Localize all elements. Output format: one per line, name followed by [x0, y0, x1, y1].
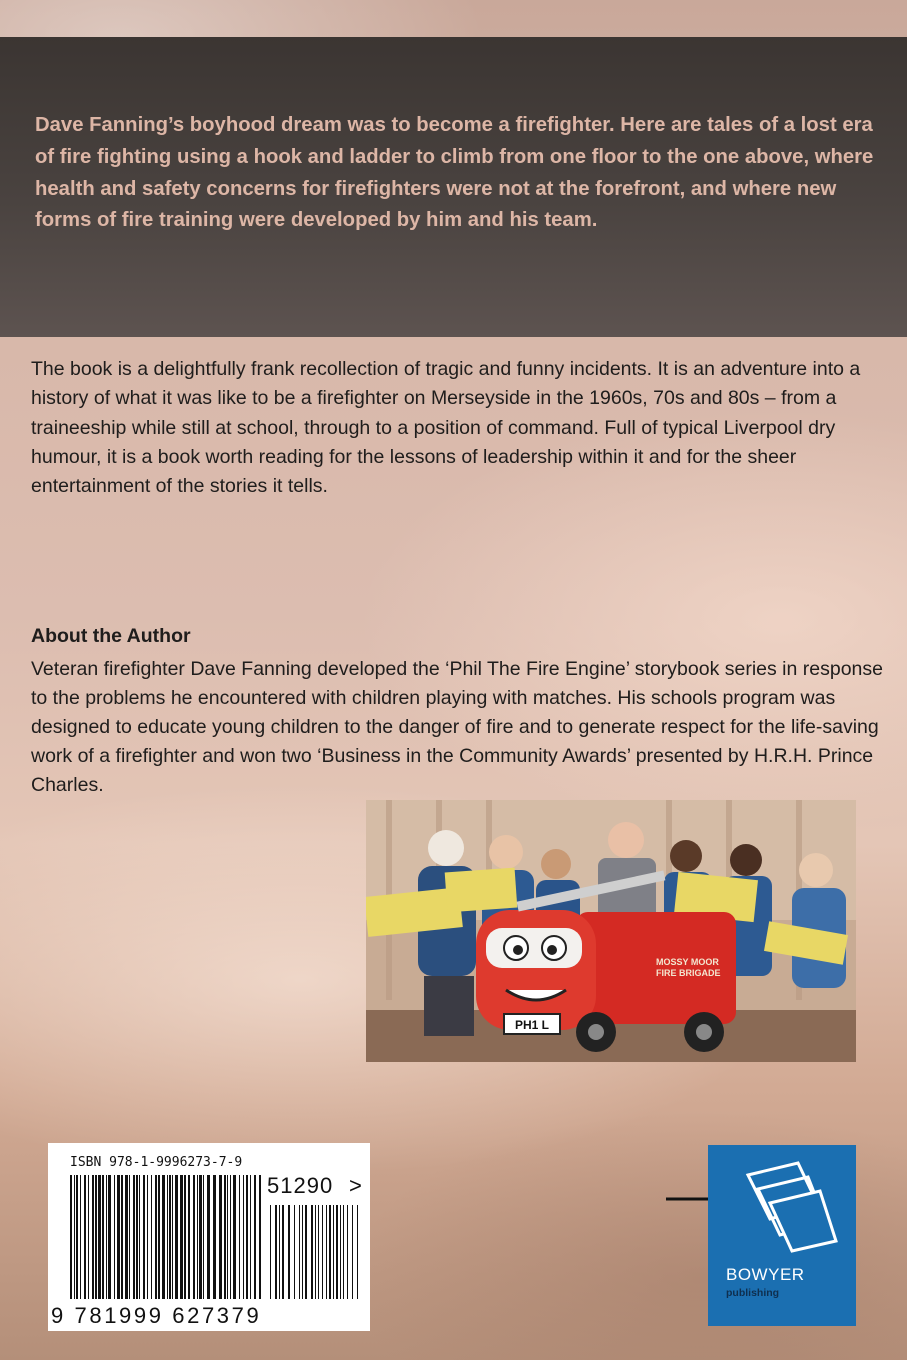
- barcode-bar: [106, 1175, 107, 1299]
- book-description: The book is a delightfully frank recollection of tragic and funny incidents. It is an adventure into a history of what it was like to be a firefighter on Merseyside in the 1960s, 70s and 80s – from a traineeship while still at school, through to a position of command. Full of typical Liverpool dry humour, it is a book worth reading for the lessons of leadership within it and for the sheer entertainment of the stories it tells.: [31, 358, 861, 498]
- barcode-bar: [180, 1175, 183, 1299]
- price-barcode-bar: [318, 1205, 319, 1299]
- barcode-bar: [147, 1175, 148, 1299]
- price-barcode-bar: [333, 1205, 334, 1299]
- engine-side-text-1: MOSSY MOOR: [656, 957, 719, 967]
- price-barcode-bar: [299, 1205, 300, 1299]
- barcode-bar: [199, 1175, 202, 1299]
- blurb-text: Dave Fanning’s boyhood dream was to become a firefighter. Here are tales of a lost era of fire fighting using a hook and ladder to climb from one floor to the one above, where health and safety concerns for firefighters were not at the forefront, and where new forms of fire training were developed by him and his team.: [35, 114, 874, 232]
- barcode-bar: [250, 1175, 251, 1299]
- barcode-bar: [155, 1175, 157, 1299]
- barcode-bar: [169, 1175, 171, 1299]
- barcode-bar: [114, 1175, 115, 1299]
- price-barcode-bar: [343, 1205, 344, 1299]
- price-chevron: >: [349, 1173, 362, 1198]
- barcode-bar: [213, 1175, 216, 1299]
- barcode-bar: [95, 1175, 97, 1299]
- price-barcode-bar: [302, 1205, 303, 1299]
- barcode-bar: [158, 1175, 160, 1299]
- barcode-bar: [184, 1175, 186, 1299]
- price-barcode-bar: [270, 1205, 271, 1299]
- price-barcode-bar: [275, 1205, 277, 1299]
- barcode-bar: [102, 1175, 104, 1299]
- barcode-bar: [193, 1175, 195, 1299]
- price-barcode-bar: [315, 1205, 316, 1299]
- price-barcode-bar: [329, 1205, 331, 1299]
- barcode-bar: [84, 1175, 86, 1299]
- barcode-bar: [246, 1175, 248, 1299]
- price-barcode-bar: [347, 1205, 348, 1299]
- barcode-bar: [108, 1175, 111, 1299]
- barcode-bar: [74, 1175, 75, 1299]
- price-barcode-bar: [326, 1205, 327, 1299]
- barcode-bar: [117, 1175, 120, 1299]
- barcode-bar: [219, 1175, 222, 1299]
- photo-illustration: [366, 800, 856, 1062]
- price-barcode-bar: [311, 1205, 313, 1299]
- price-barcode-bar: [352, 1205, 353, 1299]
- barcode-bar: [167, 1175, 168, 1299]
- price-code: 51290: [267, 1173, 334, 1198]
- barcode-bar: [98, 1175, 101, 1299]
- barcode-bar: [227, 1175, 228, 1299]
- barcode-bar: [121, 1175, 123, 1299]
- price-barcode-bar: [282, 1205, 284, 1299]
- barcode-bar: [207, 1175, 210, 1299]
- price-barcode-bar: [357, 1205, 358, 1299]
- barcode-bar: [224, 1175, 226, 1299]
- barcode-bar: [254, 1175, 256, 1299]
- barcode-bar: [133, 1175, 135, 1299]
- barcode-bar: [172, 1175, 173, 1299]
- barcode-bar: [125, 1175, 128, 1299]
- isbn-barcode: [48, 1143, 370, 1331]
- barcode-number: 9 781999 627379: [51, 1303, 262, 1328]
- price-barcode-bar: [340, 1205, 341, 1299]
- papers-icon: [708, 1145, 856, 1265]
- publisher-name: BOWYER: [726, 1265, 805, 1284]
- barcode-bar: [175, 1175, 178, 1299]
- barcode-bar: [259, 1175, 261, 1299]
- barcode-bar: [88, 1175, 89, 1299]
- about-author-text: Veteran firefighter Dave Fanning developed the ‘Phil The Fire Engine’ storybook series in response to the problems he encountered with children playing with matches. His schools program was designed to educate young children to the danger of fire and to generate respect for the life-saving work of a firefighter and won two ‘Business in the Community Awards’ presented by H.R.H. Prince Charles.: [31, 658, 883, 796]
- barcode-bar: [188, 1175, 190, 1299]
- publisher-sub: publishing: [726, 1287, 780, 1299]
- barcode-bar: [203, 1175, 204, 1299]
- about-author-heading: About the Author: [31, 625, 191, 647]
- isbn-text: ISBN 978-1-9996273-7-9: [70, 1155, 243, 1170]
- barcode-bar: [239, 1175, 240, 1299]
- engine-side-text-2: FIRE BRIGADE: [656, 968, 721, 978]
- barcode-bar: [70, 1175, 72, 1299]
- barcode-bar: [92, 1175, 94, 1299]
- barcode-bar: [129, 1175, 130, 1299]
- barcode-bar: [76, 1175, 78, 1299]
- barcode-bar: [80, 1175, 81, 1299]
- barcode-bar: [139, 1175, 140, 1299]
- barcode-bar: [230, 1175, 231, 1299]
- price-barcode-bar: [336, 1205, 338, 1299]
- barcode-bar: [233, 1175, 236, 1299]
- barcode-bar: [243, 1175, 244, 1299]
- price-barcode-bar: [294, 1205, 295, 1299]
- barcode-bar: [162, 1175, 165, 1299]
- barcode-bar: [197, 1175, 198, 1299]
- price-barcode-bar: [279, 1205, 280, 1299]
- author-photo: [366, 800, 856, 1062]
- barcode-bar: [136, 1175, 138, 1299]
- publisher-logo: [708, 1145, 856, 1326]
- price-barcode-bar: [305, 1205, 307, 1299]
- number-plate: PH1 L: [514, 1018, 550, 1032]
- barcode-bar: [143, 1175, 145, 1299]
- price-barcode-bar: [288, 1205, 290, 1299]
- barcode-bar: [151, 1175, 152, 1299]
- price-barcode-bar: [322, 1205, 323, 1299]
